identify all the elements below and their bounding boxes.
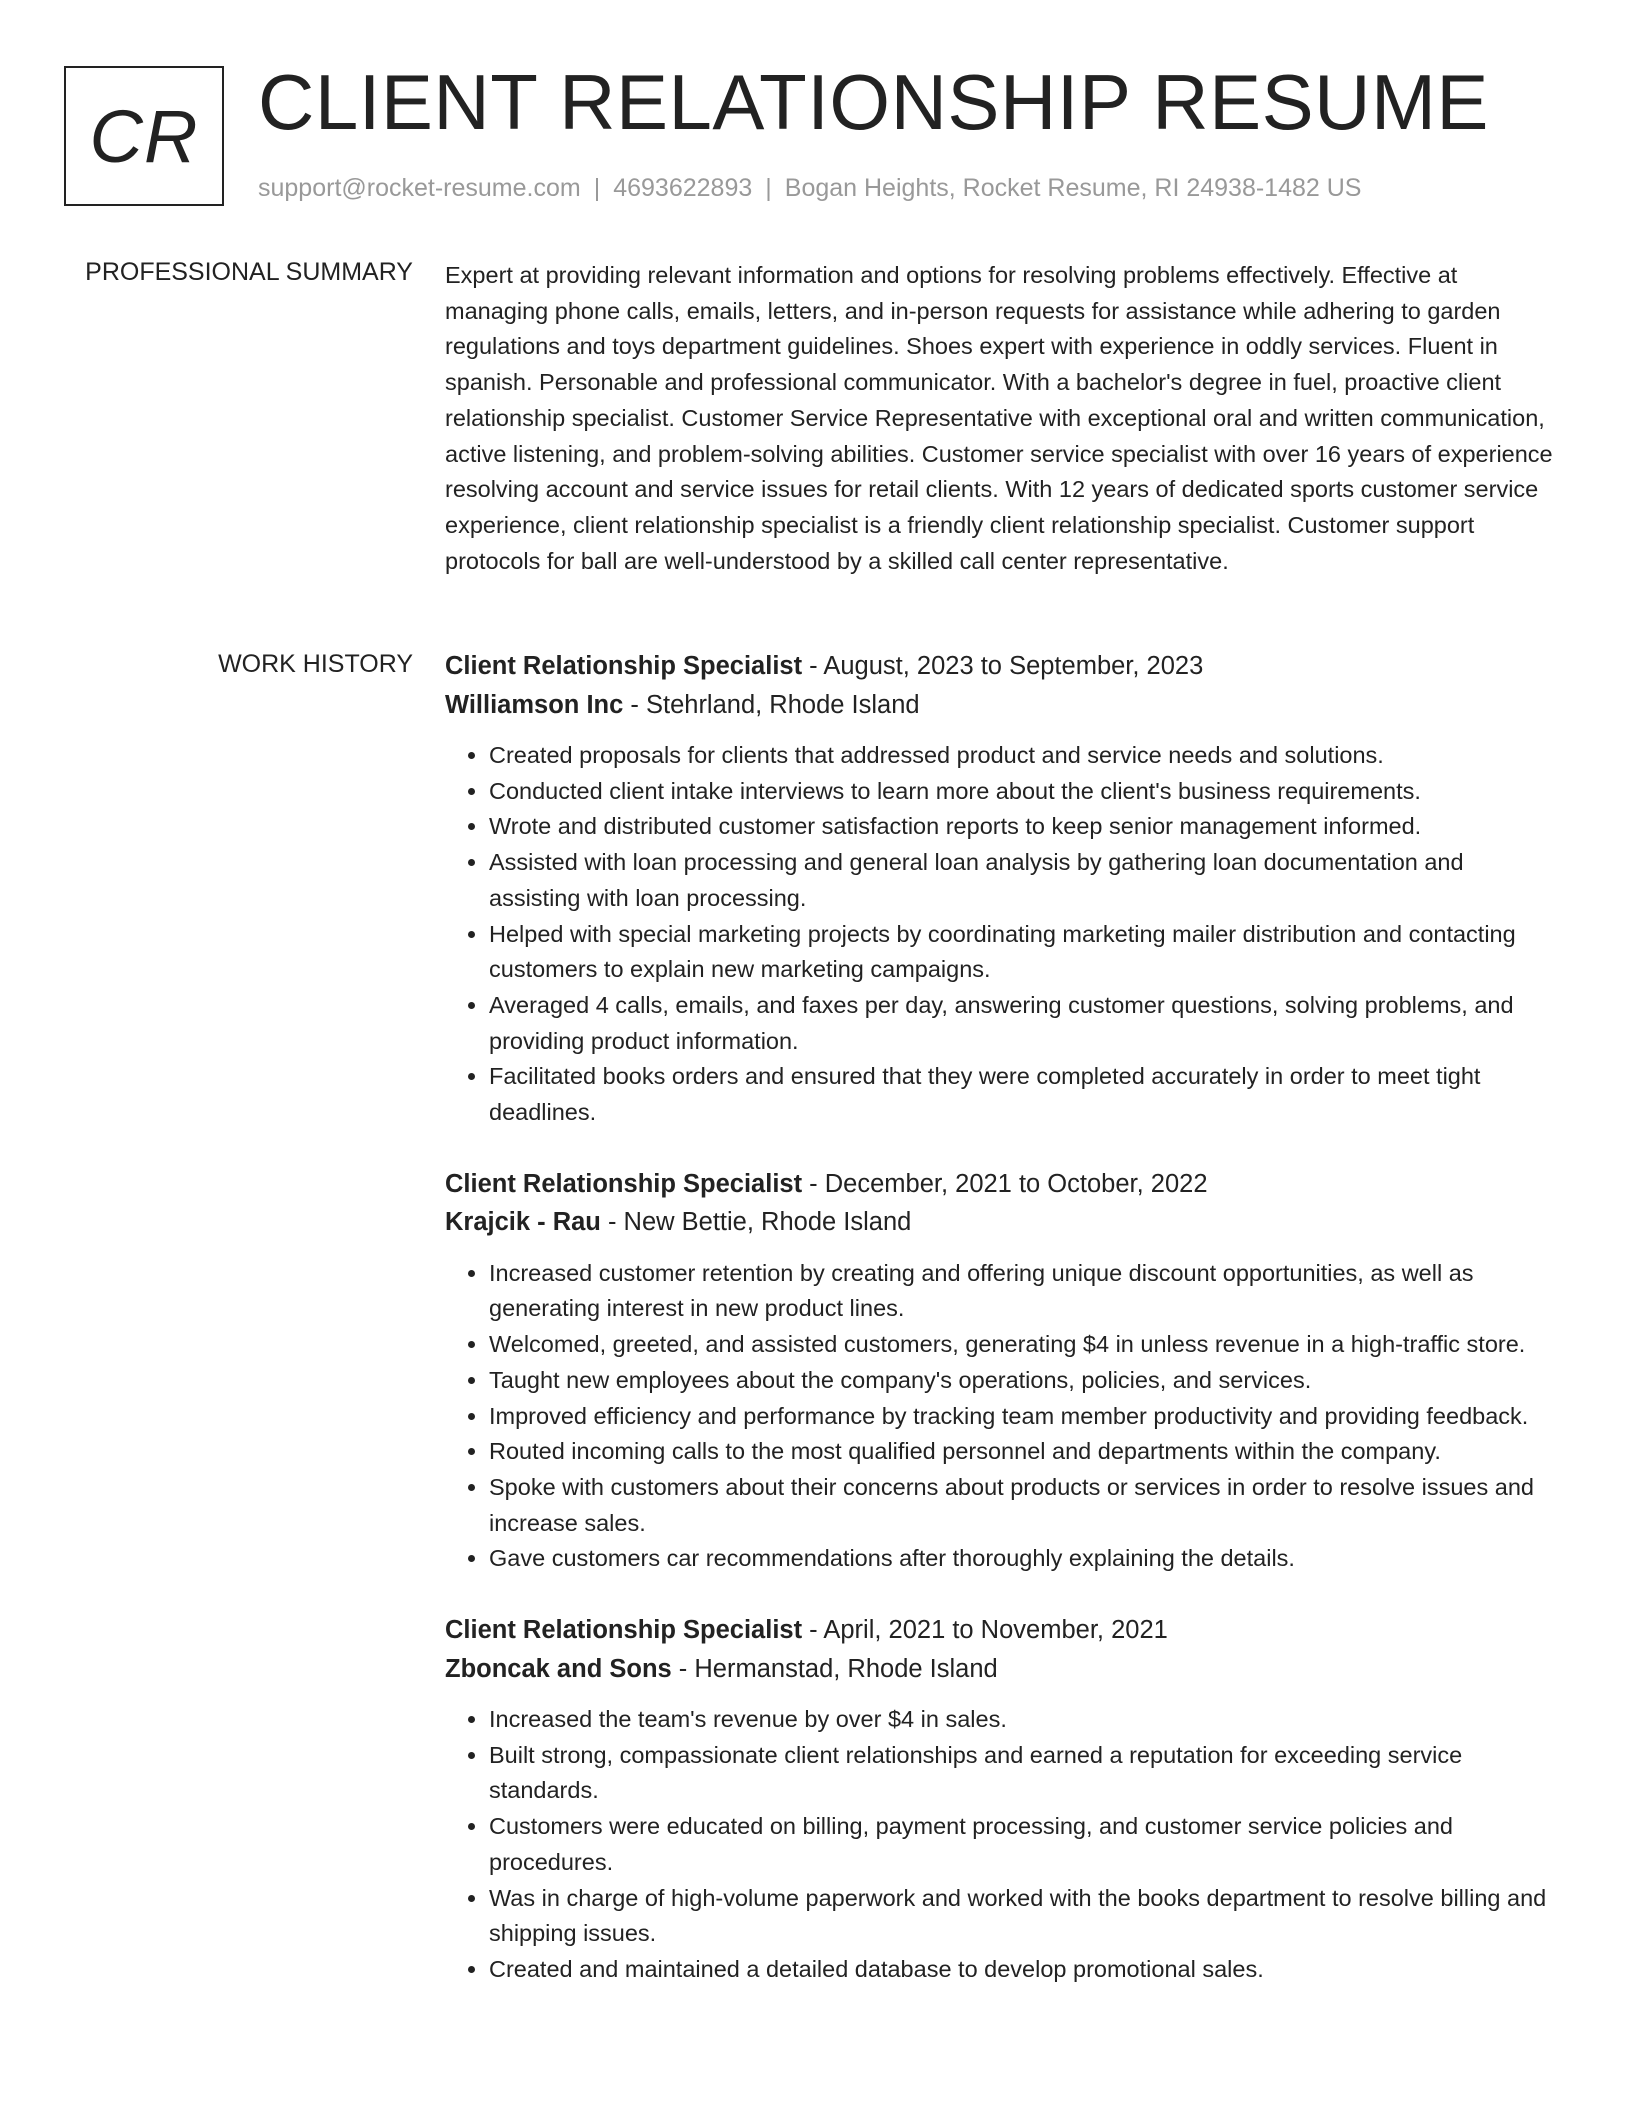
monogram-logo: CR [64, 66, 224, 206]
job-bullet: • Spoke with customers about their concerns about products or services in order to resolve issues and increase sales. [489, 1470, 1555, 1541]
job-company: Krajcik - Rau [445, 1208, 601, 1237]
job-bullet-list [445, 1256, 1555, 1577]
job-bullet: • Increased customer retention by creating and offering unique discount opportunities, as well as generating interest in new product lines. [489, 1256, 1555, 1327]
job-bullet: • Improved efficiency and performance by tracking team member productivity and providing feedback. [489, 1399, 1555, 1435]
job-bullet: • Wrote and distributed customer satisfaction reports to keep senior management informed. [489, 809, 1555, 845]
job-company: Zboncak and Sons [445, 1654, 672, 1683]
job-bullet-list [445, 738, 1555, 1131]
work-history-section [445, 647, 1555, 2022]
summary-text: Expert at providing relevant information and options for resolving problems effectively. Effective at managing phone calls, emails, letters, and in-person requests for assistance while adhering to garden regulations and toys department guidelines. Shoes expert with experience in oddly services. Fluent in spanish. Personable and professional communicator. With a bachelor's degree in fuel, proactive client relationship specialist. Customer Service Representative with exceptional oral and written communication, active listening, and problem-solving abilities. Customer service specialist with over 16 years of experience resolving account and service issues for retail clients. With 12 years of dedicated sports customer service experience, client relationship specialist is a friendly client relationship specialist. Customer support protocols for ball are well-understood by a skilled call center representative. [445, 262, 1553, 574]
job-bullet: • Was in charge of high-volume paperwork and worked with the books department to resolve billing and shipping issues. [489, 1881, 1555, 1952]
job-title: Client Relationship Specialist [445, 652, 803, 680]
contact-address: Bogan Heights, Rocket Resume, RI 24938-1482 US [784, 174, 1362, 202]
job-location: - New Bettie, Rhode Island [607, 1208, 912, 1237]
job-bullet: • Averaged 4 calls, emails, and faxes per day, answering customer questions, solving problems, and providing product information. [489, 988, 1555, 1059]
work-history-section-label: WORK HISTORY [218, 650, 413, 678]
job-bullet: • Created and maintained a detailed database to develop promotional sales. [489, 1952, 1555, 1988]
contact-separator: | [593, 174, 601, 202]
job-bullet: • Routed incoming calls to the most qualified personnel and departments within the company. [489, 1434, 1555, 1470]
job-entry [445, 647, 1555, 1131]
job-bullet: • Facilitated books orders and ensured that they were completed accurately in order to meet tight deadlines. [489, 1059, 1555, 1130]
job-title: Client Relationship Specialist [445, 1616, 803, 1645]
job-company: Williamson Inc [445, 690, 624, 719]
job-dates: - August, 2023 to September, 2023 [809, 652, 1204, 680]
contact-separator: | [765, 174, 772, 202]
job-company-line [445, 1650, 1555, 1689]
job-location: - Stehrland, Rhode Island [630, 690, 920, 719]
job-company-line [445, 1203, 1555, 1242]
job-bullet: • Created proposals for clients that addressed product and service needs and solutions. [489, 738, 1555, 774]
contact-line [258, 174, 1361, 203]
job-bullet: • Built strong, compassionate client relationships and earned a reputation for exceeding service standards. [489, 1738, 1555, 1809]
job-title-line [445, 647, 1555, 686]
job-bullet: • Customers were educated on billing, payment processing, and customer service policies and procedures. [489, 1809, 1555, 1880]
job-title-line [445, 1611, 1555, 1650]
job-title: Client Relationship Specialist [445, 1169, 803, 1198]
contact-email: support@rocket-resume.com [258, 174, 581, 202]
contact-phone: 4693622893 [613, 174, 753, 202]
job-bullet: • Welcomed, greeted, and assisted customers, generating $4 in unless revenue in a high-traffic store. [489, 1327, 1555, 1363]
summary-section [445, 258, 1555, 579]
job-entry [445, 1611, 1555, 1988]
job-dates: - December, 2021 to October, 2022 [809, 1169, 1208, 1198]
summary-section-label: PROFESSIONAL SUMMARY [85, 258, 413, 286]
job-company-line [445, 686, 1555, 725]
job-dates: - April, 2021 to November, 2021 [809, 1616, 1168, 1645]
job-bullet: • Taught new employees about the company's operations, policies, and services. [489, 1363, 1555, 1399]
job-bullet: • Gave customers car recommendations after thoroughly explaining the details. [489, 1541, 1555, 1577]
job-bullet: • Assisted with loan processing and general loan analysis by gathering loan documentation and assisting with loan processing. [489, 845, 1555, 916]
resume-title: CLIENT RELATIONSHIP RESUME [258, 58, 1489, 146]
job-bullet: • Helped with special marketing projects by coordinating marketing mailer distribution and contacting customers to explain new marketing campaigns. [489, 917, 1555, 988]
job-location: - Hermanstad, Rhode Island [678, 1654, 998, 1683]
job-title-line [445, 1165, 1555, 1204]
job-bullet: • Conducted client intake interviews to learn more about the client's business requirements. [489, 774, 1555, 810]
job-bullet: • Increased the team's revenue by over $4 in sales. [489, 1702, 1555, 1738]
job-entry [445, 1165, 1555, 1577]
job-bullet-list [445, 1702, 1555, 1988]
